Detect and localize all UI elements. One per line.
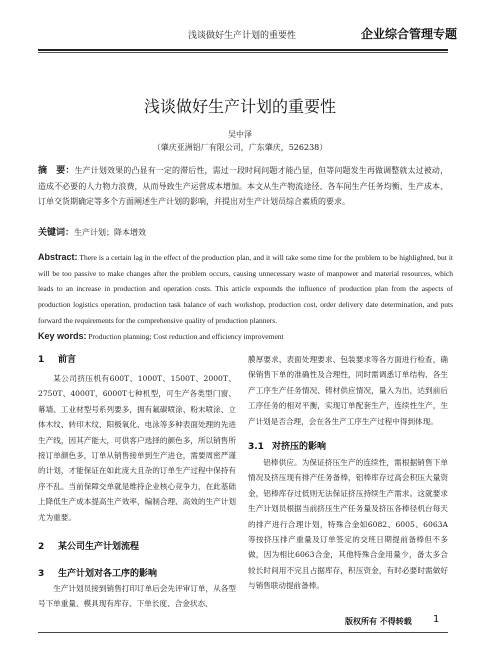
body-column-left bbox=[38, 352, 236, 612]
section-heading-2: 2 某公司生产计划流程 bbox=[38, 542, 140, 553]
running-header bbox=[0, 22, 480, 46]
running-header-title: 浅谈做好生产计划的重要性 bbox=[188, 31, 297, 41]
keywords-en-text: Production planning; Cost reduction and efficiency improvement bbox=[88, 332, 284, 341]
abstract-cn-label: 摘 要： bbox=[38, 166, 75, 176]
section-3-1-paragraph: 铝棒供应。为保证挤压生产的连续性，需根据销售下单情况及挤压现有排产任务备棒，铝棒库存过高会积压大量资金，铝棒库存过低则无法保证挤压持续生产需求。这就要求生产计划员根据当前挤压生产任务量及挤压各棒径机台每天的排产进行合理计划，特殊合金如6082、6005、6063A等按挤压排产重量及订单签定的交班日期提前备棒但不多做，因为相比6063合金，其他特殊合金用量少，备太多合较长时间用不完且占据库存，积压资金，有时必要时需做好与销售联动提前备棒。 bbox=[248, 458, 448, 591]
footer-page-number: 1 bbox=[433, 614, 440, 625]
footer-rule bbox=[38, 632, 448, 633]
abstract-en bbox=[38, 250, 453, 329]
keywords-cn-text: 生产计划；降本增效 bbox=[74, 228, 147, 237]
section-heading-3-1: 3.1 对挤压的影响 bbox=[248, 442, 327, 453]
abstract-cn-text: 生产计划效果的凸显有一定的滞后性，需过一段时间问题才能凸显，但等问题发生再做调整就太过被动，造成不必要的人力物力浪费，从而导致生产运营成本增加。本文从生产物流途径、各车间生产任务均衡、生产成本、订单交货期确定等多个方面阐述生产计划的影响，并提出对生产计划员综合素质的要求。 bbox=[38, 166, 448, 206]
footer-copyright: 版权所有 不得转载 bbox=[345, 617, 412, 626]
running-header-column: 企业综合管理专题 bbox=[361, 27, 458, 41]
section-1-paragraph: 某公司挤压机有600T、1000T、1500T、2000T、2750T、4000T、6000T七种机型，可生产各类型门窗、幕墙、工业材型号系列要多，拥有氟碳喷涂、粉末喷涂、立体木纹、转印木纹、阳极氧化、电泳等多种表面处理的先进生产线，因其产能大，可供客户选择的颜色多，所以销售所接订单颜色多，订单从销售接单到生产进仓，需要周密严谨的计划，才能保证在如此庞大且杂的订单生产过程中保持有序不乱。当前保障交单就是维持企业核心竞争力，在此基础上降低生产成本提高生产效率，编制合理、高效的生产计划尤为重要。 bbox=[38, 374, 236, 522]
article-title: 浅谈做好生产计划的重要性 bbox=[143, 97, 336, 116]
section-heading-3: 3 生产计划对各工序的影响 bbox=[38, 569, 158, 580]
section-3-paragraph: 生产计划员接到销售打印订单后会先评审订单，从各型号下单重量、模具现有库存、下单长度、合金状态、 bbox=[38, 584, 236, 609]
keywords-en-label: Key words: bbox=[38, 331, 87, 341]
keywords-cn-label: 关键词： bbox=[38, 228, 75, 238]
abstract-en-label: Abstract: bbox=[38, 252, 78, 262]
section-3-continued-paragraph: 膜厚要求、表面处理要求、包装要求等各方面进行检查，确保销售下单的准确性及合理性，同时需调悉订单结构、各生产工序生产任务情况、铸材供应情况，量入为出，达到前后工序任务的相对平衡，实现订单配套生产，连续性生产，生产计划是否合理，会在各生产工序生产过程中得到体现。 bbox=[248, 355, 448, 426]
body-column-right bbox=[248, 352, 448, 594]
header-rule-thin bbox=[38, 52, 448, 53]
section-heading-1: 1 前言 bbox=[38, 355, 77, 365]
header-rule-thick bbox=[38, 49, 448, 51]
abstract-cn bbox=[38, 163, 448, 209]
article-author: 吴中泽 bbox=[228, 130, 252, 139]
keywords-en bbox=[38, 331, 453, 341]
keywords-cn bbox=[38, 225, 448, 238]
article-affiliation: （肇庆亚洲铝厂有限公司，广东肇庆，526238） bbox=[152, 143, 328, 152]
abstract-en-text: There is a certain lag in the effect of the production plan, and it will take some time for the problem to be highlighted, but it will be too passive to make changes after the problem occurs, causing unnecessary waste of manpower and material resources, which leads to an increase in production and operation costs. This article expounds the influence of production plan from the aspects of production logistics operation, production task balance of each workshop, production cost, order delivery date determination, and puts forward the requirements for the comprehensive quality of production planners. bbox=[38, 253, 453, 325]
